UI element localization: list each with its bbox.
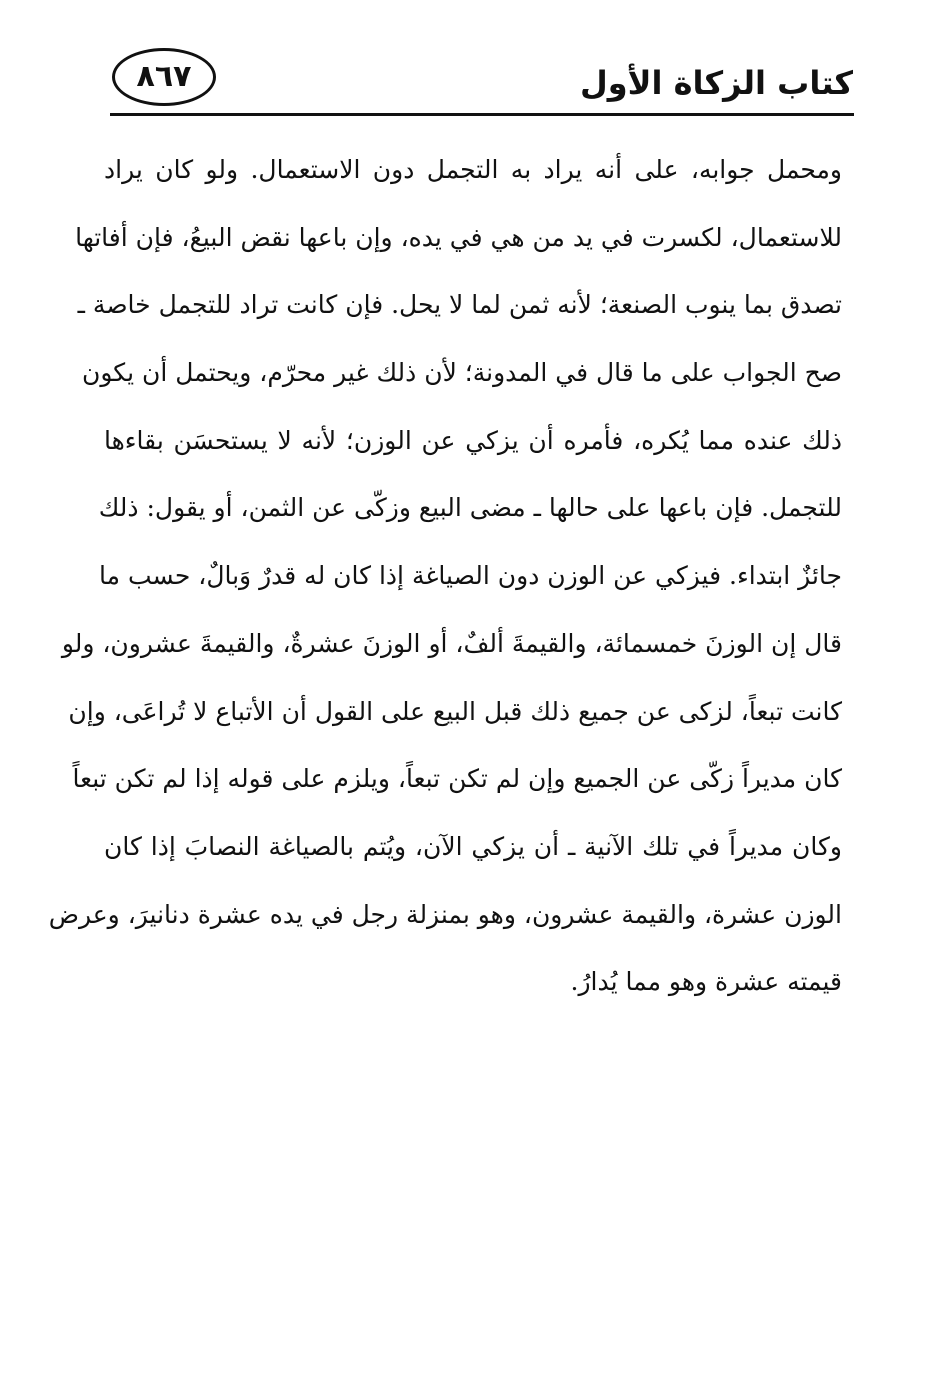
text-line: ذلك عنده مما يُكره، فأمره أن يزكي عن الوزن؛ لأنه لا يستحسَن بقاءها [104,425,842,455]
body-text [48,136,842,1016]
text-line: للتجمل. فإن باعها على حالها ـ مضى البيع وزكّى عن الثمن، أو يقول: ذلك [98,493,842,523]
text-line: ومحمل جوابه، على أنه يراد به التجمل دون الاستعمال. ولو كان يراد [104,155,842,184]
text-line: للاستعمال، لكسرت في يد من هي في يده، وإن باعها نقض البيعُ، فإن أفاتها [75,222,842,252]
text-line: صح الجواب على ما قال في المدونة؛ لأن ذلك غير محرّم، ويحتمل أن يكون [81,358,842,388]
text-line: قيمته عشرة وهو مما يُدارُ. [570,967,842,997]
header-rule [110,113,854,116]
page-number: ٨٦٧ [136,59,192,94]
text-line: الوزن عشرة، والقيمة عشرون، وهو بمنزلة رجل في يده عشرة دنانيرَ، وعرض [48,899,842,929]
text-line: وكان مديراً في تلك الآنية ـ أن يزكي الآن، ويُتم بالصياغة النصابَ إذا كان [104,831,842,861]
text-line: قال إن الوزنَ خمسمائة، والقيمةَ ألفٌ، أو الوزنَ عشرةٌ، والقيمةَ عشرون، ولو [61,628,842,658]
running-title: كتاب الزكاة الأول [580,64,853,102]
text-line: كان مديراً زكّى عن الجميع وإن لم تكن تبعاً، ويلزم على قوله إذا لم تكن تبعاً [72,764,842,794]
text-line: جائزٌ ابتداء. فيزكي عن الوزن دون الصياغة إذا كان له قدرٌ وَبالٌ، حسب ما [99,561,842,591]
text-line: تصدق بما ينوب الصنعة؛ لأنه ثمن لما لا يحل. فإن كانت تراد للتجمل خاصة ـ [77,290,842,320]
text-line: كانت تبعاً، لزكى عن جميع ذلك قبل البيع على القول أن الأتباع لا تُراعَى، وإن [68,696,842,726]
